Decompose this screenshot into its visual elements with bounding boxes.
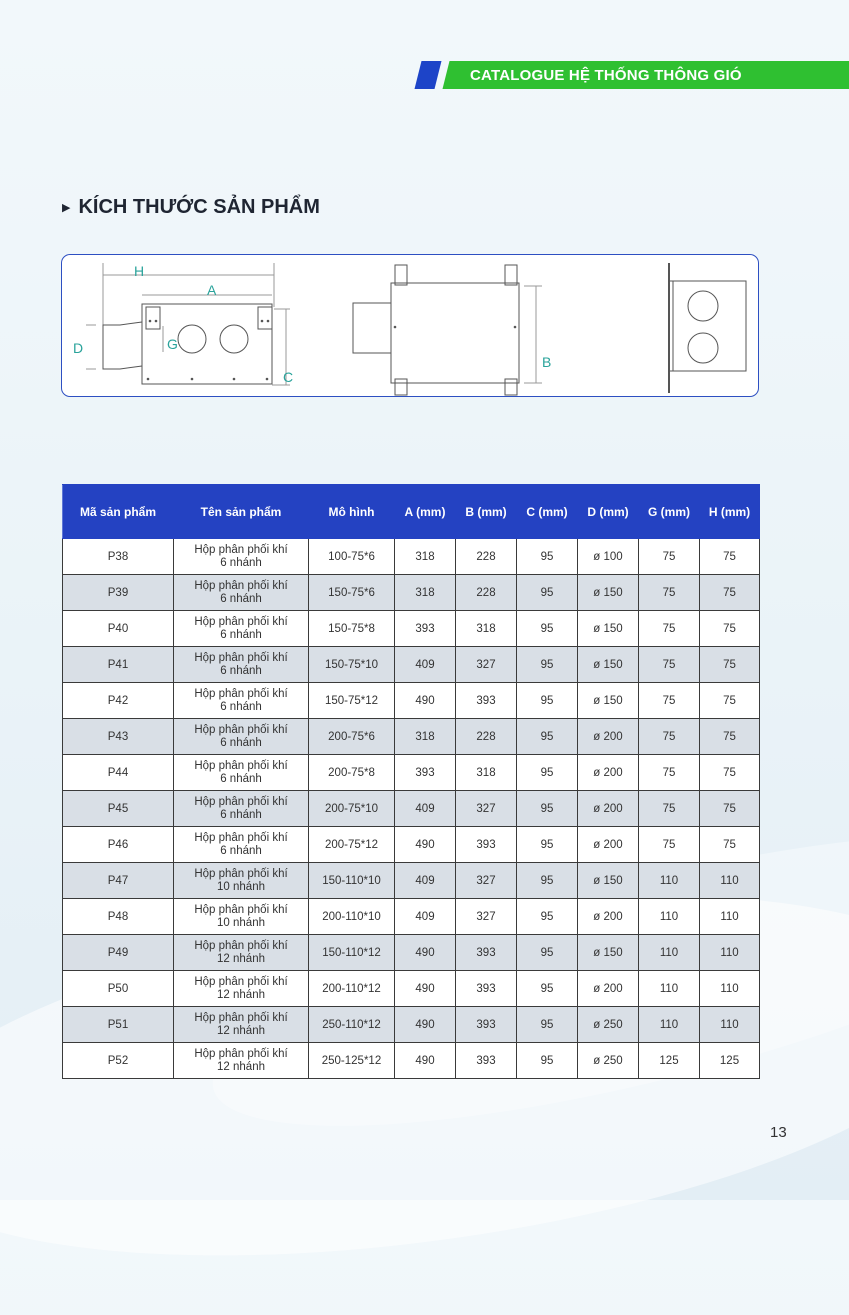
cell-code: P42 <box>63 683 174 719</box>
cell-code: P51 <box>63 1007 174 1043</box>
cell-c: 95 <box>517 719 578 755</box>
table-row <box>63 683 760 719</box>
cell-model: 150-110*10 <box>309 863 395 899</box>
cell-code: P44 <box>63 755 174 791</box>
cell-code: P49 <box>63 935 174 971</box>
product-name-line2: 10 nhánh <box>217 880 265 893</box>
cell-a: 409 <box>395 791 456 827</box>
cell-product-name <box>174 1043 309 1079</box>
cell-b: 228 <box>456 575 517 611</box>
table-row <box>63 1007 760 1043</box>
cell-model: 200-75*8 <box>309 755 395 791</box>
cell-h: 75 <box>700 647 760 683</box>
cell-a: 490 <box>395 683 456 719</box>
label-c: C <box>283 369 294 385</box>
table-row <box>63 647 760 683</box>
product-name-line2: 6 nhánh <box>220 700 262 713</box>
section-heading <box>62 196 320 219</box>
cell-model: 150-110*12 <box>309 935 395 971</box>
cell-h: 75 <box>700 719 760 755</box>
column-header: H (mm) <box>700 485 760 539</box>
cell-h: 110 <box>700 1007 760 1043</box>
label-h: H <box>134 263 145 279</box>
cell-model: 200-75*12 <box>309 827 395 863</box>
cell-d: ø 250 <box>578 1043 639 1079</box>
column-header: D (mm) <box>578 485 639 539</box>
cell-g: 75 <box>639 611 700 647</box>
cell-product-name <box>174 899 309 935</box>
cell-h: 75 <box>700 827 760 863</box>
cell-c: 95 <box>517 647 578 683</box>
dimension-table <box>62 484 760 1079</box>
cell-g: 125 <box>639 1043 700 1079</box>
table-row <box>63 827 760 863</box>
cell-a: 409 <box>395 863 456 899</box>
cell-g: 110 <box>639 899 700 935</box>
cell-b: 393 <box>456 971 517 1007</box>
cell-c: 95 <box>517 539 578 575</box>
cell-b: 393 <box>456 1007 517 1043</box>
cell-product-name <box>174 647 309 683</box>
column-header: Tên sản phẩm <box>174 485 309 539</box>
product-name-line1: Hộp phân phối khí <box>194 723 288 736</box>
column-header: B (mm) <box>456 485 517 539</box>
dimension-diagram <box>61 254 759 397</box>
cell-d: ø 250 <box>578 1007 639 1043</box>
cell-d: ø 200 <box>578 827 639 863</box>
cell-code: P38 <box>63 539 174 575</box>
cell-b: 228 <box>456 539 517 575</box>
cell-product-name <box>174 539 309 575</box>
cell-d: ø 150 <box>578 935 639 971</box>
cell-h: 75 <box>700 755 760 791</box>
cell-model: 100-75*6 <box>309 539 395 575</box>
cell-model: 250-125*12 <box>309 1043 395 1079</box>
product-name-line2: 10 nhánh <box>217 916 265 929</box>
product-name-line1: Hộp phân phối khí <box>194 975 288 988</box>
product-name-line1: Hộp phân phối khí <box>194 831 288 844</box>
product-name-line1: Hộp phân phối khí <box>194 1047 288 1060</box>
cell-d: ø 200 <box>578 719 639 755</box>
cell-c: 95 <box>517 683 578 719</box>
cell-d: ø 200 <box>578 899 639 935</box>
product-name-line2: 6 nhánh <box>220 844 262 857</box>
cell-d: ø 150 <box>578 647 639 683</box>
cell-model: 200-75*10 <box>309 791 395 827</box>
product-name-line1: Hộp phân phối khí <box>194 939 288 952</box>
column-header: Mã sản phẩm <box>63 485 174 539</box>
cell-a: 409 <box>395 647 456 683</box>
table-row <box>63 863 760 899</box>
table-header-row <box>63 485 760 539</box>
label-d: D <box>73 340 84 356</box>
product-name-line2: 6 nhánh <box>220 772 262 785</box>
cell-g: 75 <box>639 719 700 755</box>
cell-c: 95 <box>517 971 578 1007</box>
cell-a: 393 <box>395 611 456 647</box>
cell-product-name <box>174 827 309 863</box>
product-name-line1: Hộp phân phối khí <box>194 867 288 880</box>
table-row <box>63 755 760 791</box>
cell-h: 110 <box>700 971 760 1007</box>
cell-h: 110 <box>700 863 760 899</box>
cell-product-name <box>174 791 309 827</box>
cell-code: P47 <box>63 863 174 899</box>
cell-c: 95 <box>517 755 578 791</box>
cell-c: 95 <box>517 827 578 863</box>
cell-code: P50 <box>63 971 174 1007</box>
cell-h: 75 <box>700 611 760 647</box>
cell-d: ø 150 <box>578 575 639 611</box>
cell-product-name <box>174 971 309 1007</box>
cell-d: ø 100 <box>578 539 639 575</box>
cell-c: 95 <box>517 1007 578 1043</box>
cell-b: 318 <box>456 755 517 791</box>
column-header: A (mm) <box>395 485 456 539</box>
cell-a: 490 <box>395 827 456 863</box>
cell-g: 110 <box>639 1007 700 1043</box>
table-row <box>63 971 760 1007</box>
cell-b: 327 <box>456 863 517 899</box>
cell-g: 75 <box>639 683 700 719</box>
cell-code: P45 <box>63 791 174 827</box>
product-name-line1: Hộp phân phối khí <box>194 687 288 700</box>
cell-h: 75 <box>700 683 760 719</box>
cell-product-name <box>174 683 309 719</box>
cell-code: P43 <box>63 719 174 755</box>
table-row <box>63 575 760 611</box>
cell-code: P40 <box>63 611 174 647</box>
table-row <box>63 539 760 575</box>
cell-g: 110 <box>639 863 700 899</box>
cell-product-name <box>174 611 309 647</box>
cell-c: 95 <box>517 1043 578 1079</box>
cell-a: 318 <box>395 539 456 575</box>
table-row <box>63 1043 760 1079</box>
cell-a: 318 <box>395 575 456 611</box>
triangle-bullet-icon: ▶ <box>62 202 71 214</box>
cell-product-name <box>174 863 309 899</box>
cell-a: 490 <box>395 1007 456 1043</box>
cell-b: 393 <box>456 827 517 863</box>
cell-a: 409 <box>395 899 456 935</box>
cell-code: P39 <box>63 575 174 611</box>
cell-product-name <box>174 1007 309 1043</box>
product-name-line1: Hộp phân phối khí <box>194 615 288 628</box>
cell-g: 75 <box>639 827 700 863</box>
cell-h: 75 <box>700 539 760 575</box>
product-name-line1: Hộp phân phối khí <box>194 759 288 772</box>
cell-model: 200-110*12 <box>309 971 395 1007</box>
page-number: 13 <box>770 1124 787 1141</box>
dimension-drawing <box>62 255 760 398</box>
column-header: C (mm) <box>517 485 578 539</box>
cell-model: 150-75*8 <box>309 611 395 647</box>
cell-h: 110 <box>700 935 760 971</box>
cell-a: 318 <box>395 719 456 755</box>
cell-b: 318 <box>456 611 517 647</box>
table-row <box>63 935 760 971</box>
section-title: KÍCH THƯỚC SẢN PHẨM <box>78 196 320 218</box>
table-row <box>63 611 760 647</box>
cell-g: 75 <box>639 791 700 827</box>
cell-c: 95 <box>517 575 578 611</box>
table-row <box>63 791 760 827</box>
product-name-line2: 12 nhánh <box>217 952 265 965</box>
cell-code: P46 <box>63 827 174 863</box>
cell-c: 95 <box>517 863 578 899</box>
cell-b: 393 <box>456 683 517 719</box>
cell-b: 327 <box>456 647 517 683</box>
product-name-line1: Hộp phân phối khí <box>194 795 288 808</box>
product-name-line2: 6 nhánh <box>220 556 262 569</box>
product-name-line2: 6 nhánh <box>220 664 262 677</box>
product-name-line2: 12 nhánh <box>217 988 265 1001</box>
product-name-line1: Hộp phân phối khí <box>194 651 288 664</box>
cell-c: 95 <box>517 935 578 971</box>
cell-g: 75 <box>639 575 700 611</box>
cell-product-name <box>174 755 309 791</box>
product-name-line1: Hộp phân phối khí <box>194 543 288 556</box>
cell-h: 75 <box>700 791 760 827</box>
cell-h: 75 <box>700 575 760 611</box>
cell-model: 200-75*6 <box>309 719 395 755</box>
cell-b: 327 <box>456 791 517 827</box>
cell-g: 75 <box>639 539 700 575</box>
header-accent-bar <box>415 61 442 89</box>
cell-d: ø 200 <box>578 971 639 1007</box>
cell-code: P52 <box>63 1043 174 1079</box>
table-row <box>63 899 760 935</box>
cell-h: 125 <box>700 1043 760 1079</box>
cell-product-name <box>174 935 309 971</box>
cell-g: 110 <box>639 971 700 1007</box>
cell-model: 200-110*10 <box>309 899 395 935</box>
cell-code: P41 <box>63 647 174 683</box>
cell-b: 393 <box>456 1043 517 1079</box>
cell-g: 110 <box>639 935 700 971</box>
cell-product-name <box>174 719 309 755</box>
product-name-line2: 12 nhánh <box>217 1060 265 1073</box>
product-name-line1: Hộp phân phối khí <box>194 579 288 592</box>
table-row <box>63 719 760 755</box>
cell-d: ø 150 <box>578 863 639 899</box>
cell-d: ø 150 <box>578 611 639 647</box>
cell-model: 150-75*10 <box>309 647 395 683</box>
product-name-line1: Hộp phân phối khí <box>194 1011 288 1024</box>
cell-d: ø 150 <box>578 683 639 719</box>
cell-g: 75 <box>639 755 700 791</box>
cell-c: 95 <box>517 899 578 935</box>
cell-c: 95 <box>517 791 578 827</box>
cell-product-name <box>174 575 309 611</box>
column-header: Mô hình <box>309 485 395 539</box>
cell-a: 490 <box>395 935 456 971</box>
cell-h: 110 <box>700 899 760 935</box>
cell-g: 75 <box>639 647 700 683</box>
cell-a: 393 <box>395 755 456 791</box>
cell-a: 490 <box>395 971 456 1007</box>
product-name-line2: 12 nhánh <box>217 1024 265 1037</box>
label-b: B <box>542 354 552 370</box>
cell-d: ø 200 <box>578 791 639 827</box>
label-a: A <box>207 282 217 298</box>
header-title: CATALOGUE HỆ THỐNG THÔNG GIÓ <box>470 67 742 84</box>
cell-model: 150-75*6 <box>309 575 395 611</box>
product-name-line2: 6 nhánh <box>220 628 262 641</box>
cell-a: 490 <box>395 1043 456 1079</box>
cell-d: ø 200 <box>578 755 639 791</box>
label-g: G <box>167 336 178 352</box>
cell-c: 95 <box>517 611 578 647</box>
cell-b: 228 <box>456 719 517 755</box>
product-name-line2: 6 nhánh <box>220 808 262 821</box>
product-name-line2: 6 nhánh <box>220 592 262 605</box>
cell-code: P48 <box>63 899 174 935</box>
cell-model: 250-110*12 <box>309 1007 395 1043</box>
cell-model: 150-75*12 <box>309 683 395 719</box>
cell-b: 327 <box>456 899 517 935</box>
cell-b: 393 <box>456 935 517 971</box>
product-name-line1: Hộp phân phối khí <box>194 903 288 916</box>
column-header: G (mm) <box>639 485 700 539</box>
product-name-line2: 6 nhánh <box>220 736 262 749</box>
